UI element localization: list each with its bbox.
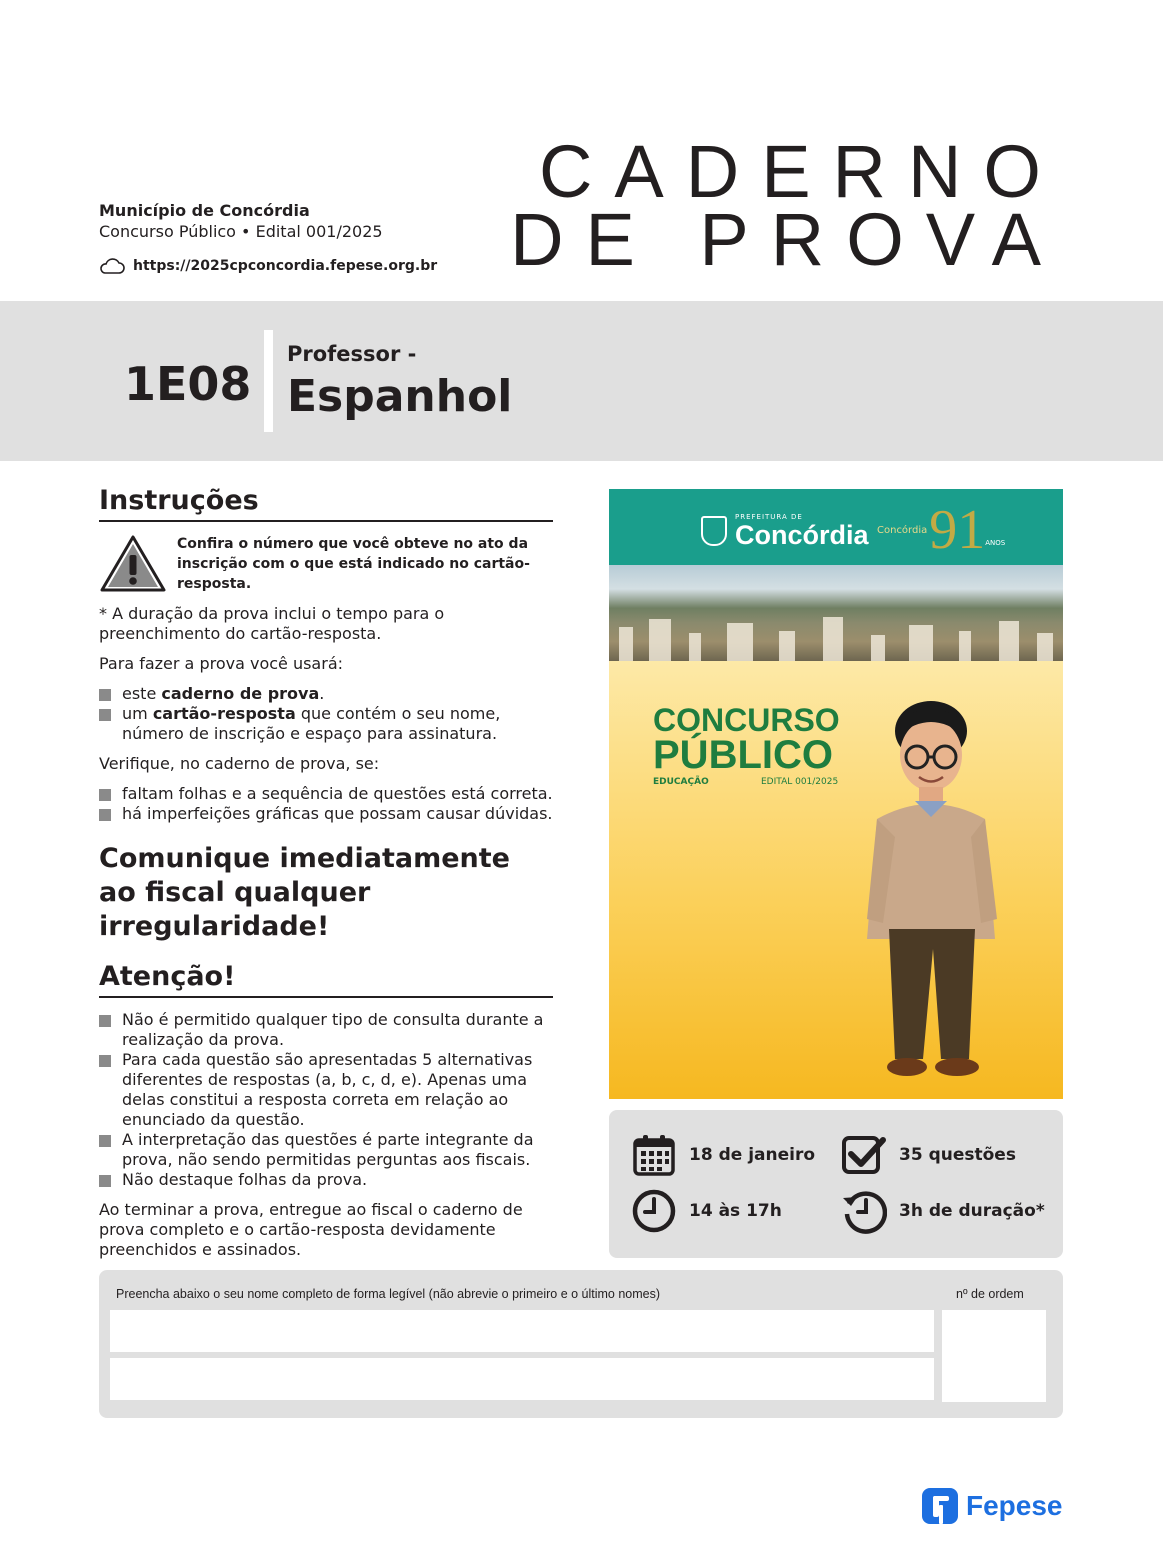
info-questions (841, 1132, 1016, 1178)
list-item: Não é permitido qualquer tipo de consulta durante a realização da prova. (99, 1010, 553, 1050)
fepese-logo (922, 1488, 1063, 1524)
date-text: 18 de janeiro (689, 1145, 816, 1165)
title-line-2: DE PROVA (510, 198, 1063, 281)
info-time (631, 1188, 782, 1234)
list-item: A interpretação das questões é parte integrante da prova, não sendo permitidas perguntas aos fiscais. (99, 1130, 553, 1170)
page-title (510, 130, 1063, 281)
city-building (823, 617, 843, 661)
list-item: um cartão-resposta que contém o seu nome, número de inscrição e espaço para assinatura. (99, 704, 553, 744)
area-text: EDUCAÇÃO (653, 777, 709, 787)
city-building (1037, 633, 1053, 661)
use-list (99, 684, 553, 744)
role-prefix: Professor - (287, 342, 417, 366)
use-intro: Para fazer a prova você usará: (99, 654, 344, 673)
verify-intro: Verifique, no caderno de prova, se: (99, 754, 380, 773)
crest-icon (701, 516, 727, 546)
heading-rule (99, 996, 553, 998)
poster-image (609, 489, 1063, 1099)
city-building (727, 623, 753, 661)
anniversary-logo (877, 499, 1006, 561)
instructions-heading: Instruções (99, 485, 259, 516)
clock-icon (631, 1188, 677, 1234)
calendar-icon (631, 1132, 677, 1178)
warning-block (99, 534, 553, 594)
info-duration (841, 1188, 1045, 1234)
city-photo (609, 565, 1063, 661)
org-name: Município de Concórdia (99, 201, 310, 220)
warning-text: Confira o número que você obteve no ato da inscrição com o que está indicado no cartão-resposta. (177, 536, 530, 592)
closing-text: Ao terminar a prova, entregue ao fiscal o caderno de prova completo e o cartão-resposta devidamente preenchidos e assinados. (99, 1200, 523, 1259)
order-number-field[interactable] (942, 1310, 1046, 1402)
city-building (909, 625, 933, 661)
duration-note: * A duração da prova inclui o tempo para o preenchimento do cartão-resposta. (99, 604, 445, 643)
name-field-line-2[interactable] (110, 1358, 934, 1400)
prefeitura-label: PREFEITURA DE (735, 513, 803, 521)
fepese-mark-icon (922, 1488, 958, 1524)
list-item: faltam folhas e a sequência de questões está correta. (99, 784, 553, 804)
city-building (999, 621, 1019, 661)
city-building (689, 633, 701, 661)
city-building (959, 631, 971, 661)
org-url[interactable] (99, 257, 437, 275)
history-clock-icon (841, 1188, 887, 1234)
attention-list (99, 1010, 553, 1190)
city-building (649, 619, 671, 661)
questions-text: 35 questões (899, 1145, 1016, 1165)
list-item: Não destaque folhas da prova. (99, 1170, 553, 1190)
heading-rule (99, 520, 553, 522)
band-divider (264, 330, 273, 432)
order-label: nº de ordem (956, 1287, 1024, 1301)
anniversary-number: 91 (929, 499, 986, 561)
anniversary-city: Concórdia (877, 524, 928, 536)
teacher-illustration (849, 679, 1009, 1099)
poster-body (609, 661, 1063, 1099)
list-item: este caderno de prova. (99, 684, 553, 704)
info-date (631, 1132, 815, 1178)
role-name: Espanhol (287, 371, 513, 422)
org-subtitle: Concurso Público • Edital 001/2025 (99, 222, 383, 241)
exam-code: 1E08 (124, 357, 252, 411)
publico-text: PÚBLICO (653, 733, 833, 777)
title-line-1: CADERNO (538, 130, 1063, 213)
city-building (871, 635, 885, 661)
warning-icon (99, 534, 167, 594)
attention-heading: Atenção! (99, 961, 236, 992)
anniversary-label: ANOS (985, 539, 1006, 547)
time-text: 14 às 17h (689, 1201, 782, 1221)
irregularity-alert: Comunique imediatamente ao fiscal qualquer irregularidade! (99, 843, 510, 942)
brand-name: Fepese (966, 1490, 1063, 1521)
url-text[interactable]: https://2025cpconcordia.fepese.org.br (133, 258, 438, 274)
instructions-column (99, 484, 553, 1270)
name-instruction: Preencha abaixo o seu nome completo de forma legível (não abrevie o primeiro e o último nomes) (116, 1287, 661, 1301)
city-logo-text: Concórdia (735, 520, 869, 550)
list-item: há imperfeições gráficas que possam causar dúvidas. (99, 804, 553, 824)
concurso-text: CONCURSO (653, 702, 840, 738)
city-logo (701, 513, 869, 549)
duration-text: 3h de duração* (899, 1201, 1045, 1221)
poster-header (609, 489, 1063, 565)
organization-block (99, 201, 383, 243)
edital-text: EDITAL 001/2025 (761, 777, 839, 787)
exam-info-box (609, 1110, 1063, 1258)
city-building (619, 627, 633, 661)
name-fill-box (99, 1270, 1063, 1418)
cloud-icon (99, 257, 125, 275)
checkbox-icon (841, 1132, 887, 1178)
name-field-line-1[interactable] (110, 1310, 934, 1352)
verify-list (99, 784, 553, 824)
city-building (779, 631, 795, 661)
list-item: Para cada questão são apresentadas 5 alternativas diferentes de respostas (a, b, c, d, e). Apenas uma delas constitui a resposta correta em relação ao enunciado da questão. (99, 1050, 553, 1130)
